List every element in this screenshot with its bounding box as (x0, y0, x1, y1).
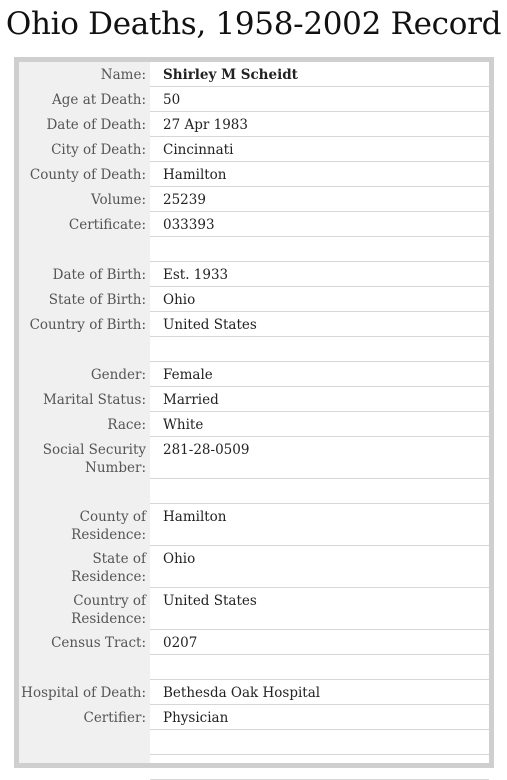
record-row-county-of-residence (19, 504, 489, 546)
field-label: County of Residence: (71, 509, 146, 543)
field-value: 27 Apr 1983 (150, 112, 489, 137)
record-row-date-of-birth (19, 262, 489, 287)
record-row-spacer (19, 755, 489, 780)
field-label (19, 655, 146, 659)
field-label: Certifier: (83, 710, 146, 726)
record-row-county-of-death (19, 162, 489, 187)
field-value-name: Shirley M Scheidt (150, 62, 489, 87)
field-label (19, 237, 146, 241)
field-value: White (150, 412, 489, 437)
record-row-spacer (19, 655, 489, 680)
field-label: Date of Birth: (52, 267, 146, 283)
field-label: Hospital of Death: (21, 685, 146, 701)
record-row-certificate (19, 212, 489, 237)
field-value: Physician (150, 705, 489, 730)
field-value: Bethesda Oak Hospital (150, 680, 489, 705)
field-value: Est. 1933 (150, 262, 489, 287)
record-row-city-of-death (19, 137, 489, 162)
field-value: Ohio (150, 287, 489, 312)
field-value (150, 337, 489, 362)
field-label: Volume: (91, 192, 146, 208)
field-value: Hamilton (150, 162, 489, 187)
field-value (150, 479, 489, 504)
record-table (14, 57, 494, 768)
record-row-race (19, 412, 489, 437)
page-title: Ohio Deaths, 1958-2002 Record (5, 6, 502, 42)
record-row-marital-status (19, 387, 489, 412)
field-value: 50 (150, 87, 489, 112)
record-row-spacer (19, 337, 489, 362)
field-label: Name: (100, 67, 146, 83)
field-label: Census Tract: (51, 635, 146, 651)
field-value (150, 655, 489, 680)
record-row-certifier (19, 705, 489, 730)
field-label: Marital Status: (42, 392, 146, 408)
record-row-country-of-residence (19, 588, 489, 630)
field-value: 033393 (150, 212, 489, 237)
field-value: Hamilton (150, 504, 489, 546)
field-value (150, 755, 489, 780)
record-row-date-of-death (19, 112, 489, 137)
record-row-hospital-of-death (19, 680, 489, 705)
field-label: Country of Birth: (29, 317, 146, 333)
field-value (150, 730, 489, 755)
field-label: Social Security Number: (42, 442, 146, 476)
field-value: Ohio (150, 546, 489, 588)
field-value: 281-28-0509 (150, 437, 489, 479)
field-value: United States (150, 588, 489, 630)
record-row-state-of-birth (19, 287, 489, 312)
field-label (19, 730, 146, 734)
field-label (19, 755, 146, 759)
field-value: Married (150, 387, 489, 412)
record-row-state-of-residence (19, 546, 489, 588)
field-label (19, 479, 146, 483)
field-label: State of Residence: (71, 551, 146, 585)
field-label: Gender: (90, 367, 146, 383)
field-value: Female (150, 362, 489, 387)
record-row-spacer (19, 237, 489, 262)
record-row-country-of-birth (19, 312, 489, 337)
field-label: City of Death: (51, 142, 146, 158)
field-value: Cincinnati (150, 137, 489, 162)
record-row-spacer (19, 479, 489, 504)
record-row-volume (19, 187, 489, 212)
field-label: Country of Residence: (71, 593, 146, 627)
record-row-name (19, 62, 489, 87)
record-row-age-at-death (19, 87, 489, 112)
field-label: Race: (107, 417, 146, 433)
record-row-social-security-number (19, 437, 489, 479)
record-row-spacer (19, 730, 489, 755)
field-label (19, 337, 146, 341)
field-label: County of Death: (29, 167, 146, 183)
field-value: United States (150, 312, 489, 337)
field-value: 25239 (150, 187, 489, 212)
field-value: 0207 (150, 630, 489, 655)
record-rows (19, 62, 489, 780)
record-row-gender (19, 362, 489, 387)
field-value (150, 237, 489, 262)
field-label: State of Birth: (48, 292, 146, 308)
field-label: Age at Death: (52, 92, 146, 108)
field-label: Certificate: (68, 217, 146, 233)
field-label: Date of Death: (46, 117, 146, 133)
record-row-census-tract (19, 630, 489, 655)
